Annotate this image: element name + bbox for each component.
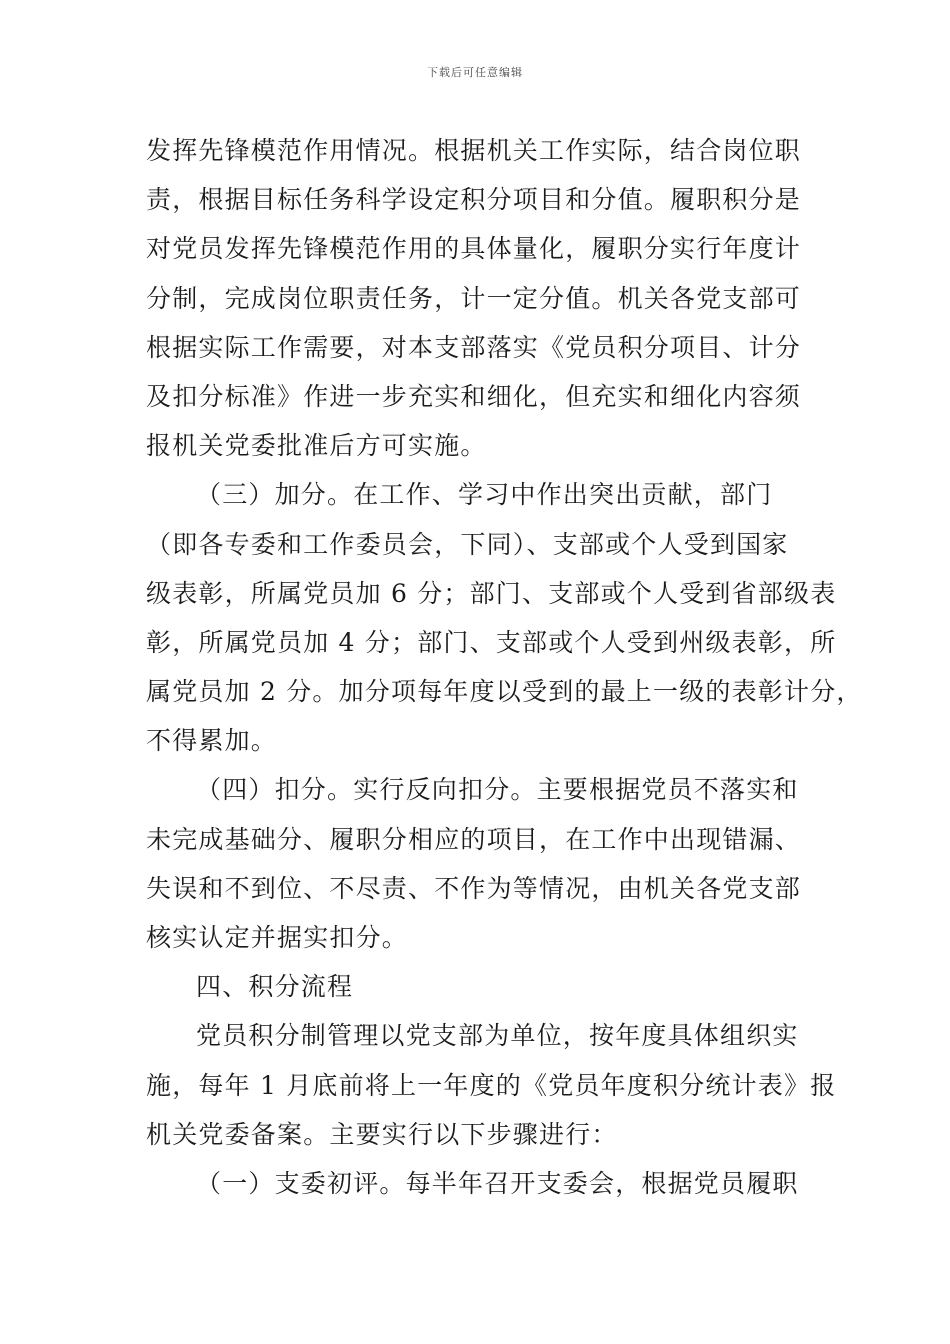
- text-line: 及扣分标准》作进一步充实和细化，但充实和细化内容须: [146, 381, 802, 411]
- section-heading: 四、积分流程: [196, 972, 354, 1002]
- text-line: 施，每年 1 月底前将上一年度的《党员年度积分统计表》报: [146, 1070, 837, 1100]
- text-line: 根据实际工作需要，对本支部落实《党员积分项目、计分: [146, 332, 802, 362]
- text-line: 分制，完成岗位职责任务，计一定分值。机关各党支部可: [146, 283, 802, 313]
- text-line: 责，根据目标任务科学设定积分项目和分值。履职积分是: [146, 185, 802, 215]
- text-line: 未完成基础分、履职分相应的项目，在工作中出现错漏、: [146, 824, 802, 854]
- paragraph-start-line: （四）扣分。实行反向扣分。主要根据党员不落实和: [196, 775, 799, 805]
- paragraph-start-line: 党员积分制管理以党支部为单位，按年度具体组织实: [196, 1021, 799, 1051]
- text-line: 彰，所属党员加 4 分；部门、支部或个人受到州级表彰，所: [146, 627, 837, 657]
- paragraph-start-line: （三）加分。在工作、学习中作出突出贡献，部门: [196, 480, 773, 510]
- document-body: [146, 126, 863, 1208]
- text-line: 发挥先锋模范作用情况。根据机关工作实际，结合岗位职: [146, 136, 802, 165]
- paragraph-start-line: （一）支委初评。每半年召开支委会，根据党员履职: [196, 1168, 799, 1198]
- page-header: 下载后可任意编辑: [427, 66, 523, 79]
- text-line: 失误和不到位、不尽责、不作为等情况，由机关各党支部: [146, 873, 802, 903]
- text-line: 核实认定并据实扣分。: [146, 923, 409, 952]
- text-line: 机关党委备案。主要实行以下步骤进行：: [146, 1119, 618, 1149]
- text-line: （即各专委和工作委员会，下同）、支部或个人受到国家: [146, 529, 789, 559]
- text-line: 报机关党委批准后方可实施。: [146, 431, 487, 461]
- text-line: 属党员加 2 分。加分项每年度以受到的最上一级的表彰计分，: [146, 677, 863, 707]
- text-line: 不得累加。: [146, 726, 278, 756]
- text-line: 级表彰，所属党员加 6 分；部门、支部或个人受到省部级表: [146, 578, 837, 608]
- text-line: 对党员发挥先锋模范作用的具体量化，履职分实行年度计: [146, 234, 802, 264]
